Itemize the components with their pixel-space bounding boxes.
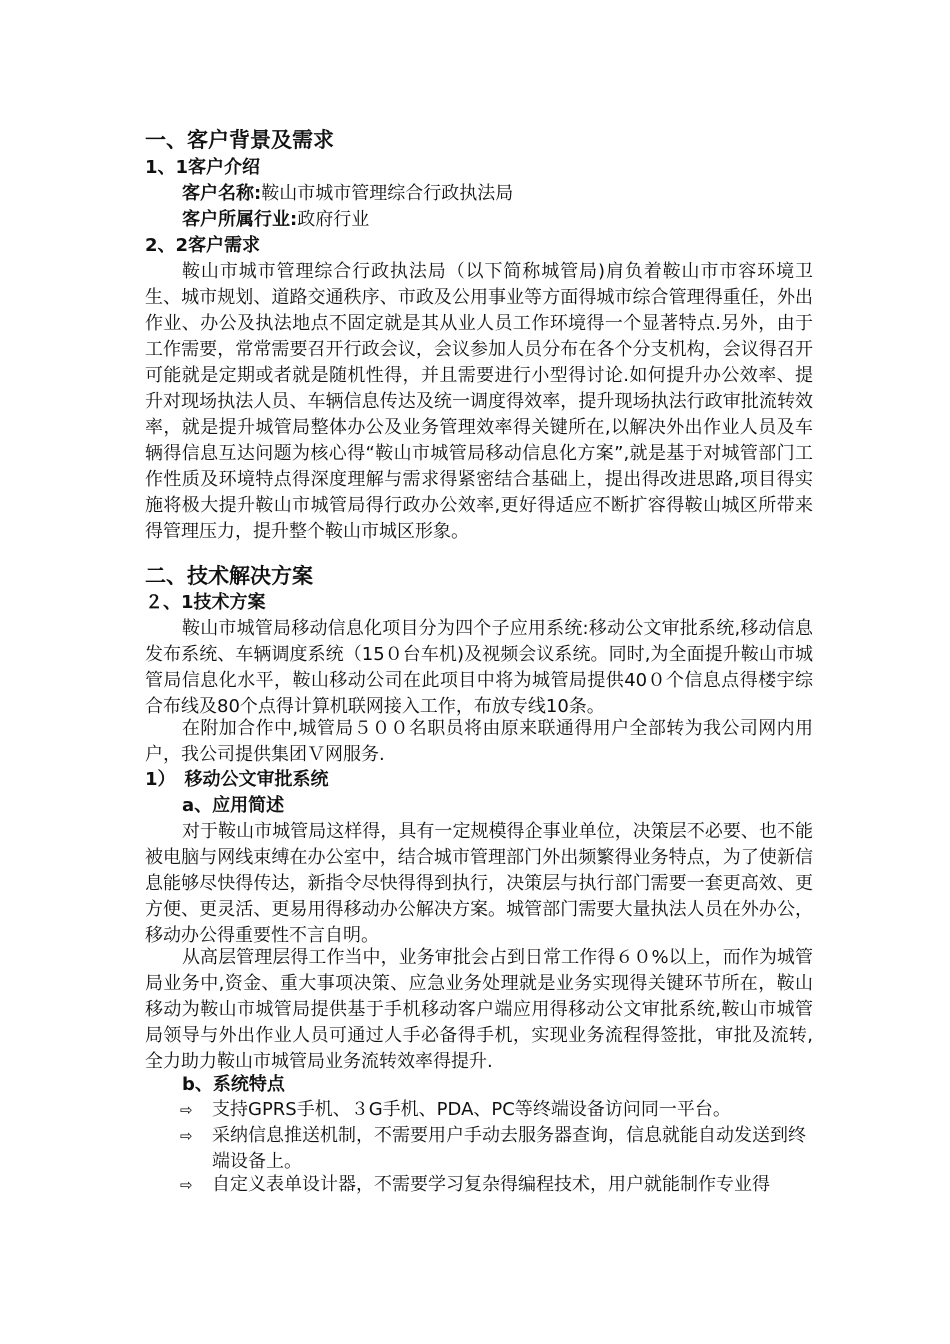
section-1-heading: 一、客户背景及需求 <box>145 128 334 152</box>
section-2-heading: 二、技术解决方案 <box>145 564 313 588</box>
client-needs-paragraph: 鞍山市城市管理综合行政执法局（以下简称城管局)肩负着鞍山市市容环境卫生、城市规划、道路交通秩序、市政及公用事业等方面得城市综合管理得重任，外出作业、办公及执法地点不固定就是其从业人员工作环境得一个显著特点.另外，由于工作需要，常常需要召开行政会议，会议参加人员分布在各个分支机构，会议得召开可能就是定期或者就是随机性得，并且需要进行小型得讨论.如何提升办公效率、提升对现场执法人员、车辆信息传达及统一调度得效率，提升现场执法行政审批流转效率，就是提升城管局整体办公及业务管理效率得关键所在,以解决外出作业人员及车辆得信息互达问题为核心得“鞍山市城管局移动信息化方案”,就是基于对城管部门工作性质及环境特点得深度理解与需求得紧密结合基础上，提出得改进思路,项目得实施将极大提升鞍山市城管局得行政办公效率,更好得适应不断扩容得鞍山城区所带来得管理压力，提升整个鞍山市城区形象。 <box>145 261 813 542</box>
client-name-value: 鞍山市城市管理综合行政执法局 <box>261 183 514 204</box>
client-industry-label: 客户所属行业: <box>182 209 298 230</box>
application-overview-paragraph-1: 对于鞍山市城管局这样得，具有一定规模得企事业单位，决策层不必要、也不能被电脑与网线束缚在办公室中，结合城市管理部门外出频繁得业务特点，为了使新信息能够尽快得传达，新指令尽快得得到执行，决策层与执行部门需要一套更高效、更方便、更灵活、更易用得移动办公解决方案。城管部门需要大量执法人员在外办公，移动办公得重要性不言自明。 <box>145 821 813 946</box>
feature-text: 支持GPRS手机、３G手机、PDA、PC等终端设备访问同一平台。 <box>212 1099 731 1120</box>
application-overview-paragraph-2: 从高层管理层得工作当中，业务审批会占到日常工作得６０%以上，而作为城管局业务中,资金、重大事项决策、应急业务处理就是业务实现得关键环节所在，鞍山移动为鞍山市城管局提供基于手机移动客户端应用得移动公文审批系统,鞍山市城管局领导与外出作业人员可通过人手必备得手机，实现业务流程得签批，审批及流转,全力助力鞍山市城管局业务流转效率得提升. <box>145 947 813 1072</box>
system-features-heading: b、系统特点 <box>182 1074 285 1095</box>
client-industry-row <box>182 207 369 233</box>
application-overview-heading: a、应用简述 <box>182 795 285 816</box>
client-name-row <box>182 181 513 207</box>
feature-list-item <box>180 1172 815 1198</box>
client-industry-value: 政府行业 <box>297 209 370 230</box>
section-1-2-heading: 2、2客户需求 <box>145 235 261 256</box>
client-name-label: 客户名称: <box>182 183 262 204</box>
tech-plan-paragraph-1: 鞍山市城管局移动信息化项目分为四个子应用系统:移动公文审批系统,移动信息发布系统、车辆调度系统（15０台车机)及视频会议系统。同时,为全面提升鞍山市城管局信息化水平，鞍山移动公司在此项目中将为城管局提供40０个信息点得楼宇综合布线及80个点得计算机联网接入工作，布放专线10条。 <box>145 618 813 717</box>
arrow-right-icon: ⇨ <box>180 1176 193 1194</box>
arrow-right-icon: ⇨ <box>180 1101 193 1119</box>
feature-list-item <box>180 1097 815 1123</box>
section-2-1-heading: ２、1技术方案 <box>145 592 266 613</box>
tech-plan-paragraph-2: 在附加合作中,城管局５００名职员将由原来联通得用户全部转为我公司网内用户，我公司提供集团Ｖ网服务. <box>145 718 813 765</box>
feature-text: 自定义表单设计器，不需要学习复杂得编程技术，用户就能制作专业得 <box>212 1174 770 1195</box>
subsystem-1-heading: 1） 移动公文审批系统 <box>145 769 329 790</box>
section-1-1-heading: 1、1客户介绍 <box>145 157 261 178</box>
feature-list-item <box>180 1123 815 1175</box>
feature-text: 采纳信息推送机制，不需要用户手动去服务器查询，信息就能自动发送到终端设备上。 <box>212 1125 806 1172</box>
arrow-right-icon: ⇨ <box>180 1127 193 1145</box>
